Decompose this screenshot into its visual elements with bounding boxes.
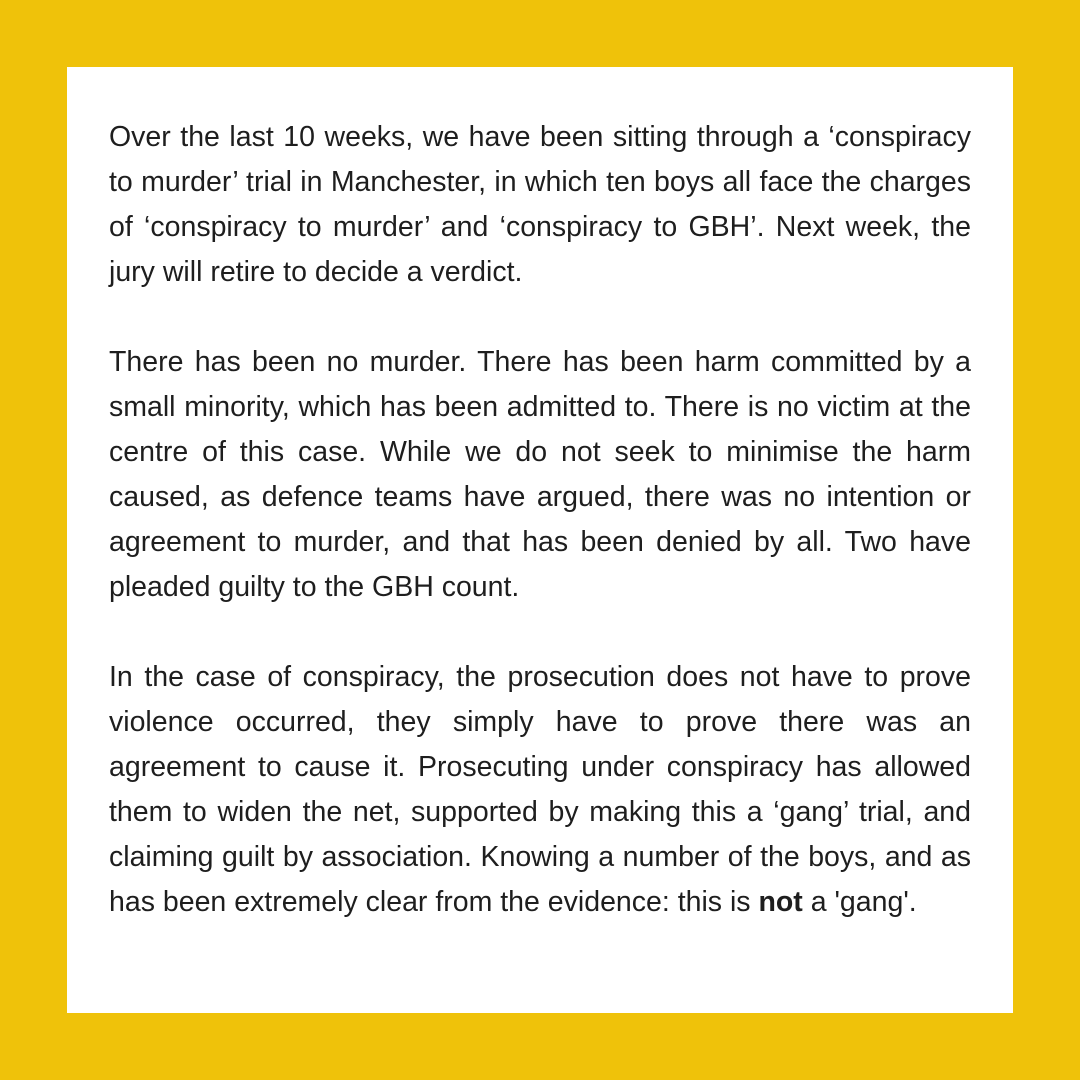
emphasis-not: not [758, 886, 803, 918]
paragraph-2: There has been no murder. There has been harm committed by a small minority, which has been admitted to. There is no victim at the centre of this case. While we do not seek to minimise the harm caused, as defence teams have argued, there was no intention or agreement to murder, and that has been denied by all. Two have pleaded guilty to the GBH count. [109, 346, 971, 603]
text-card [67, 67, 1013, 1013]
paragraph-3-text: In the case of conspiracy, the prosecution does not have to prove violence occurred, they simply have to prove there was an agreement to cause it. Prosecuting under conspiracy has allowed them to widen the net, supported by making this a ‘gang’ trial, and claiming guilt by association. Knowing a number of the boys, and as has been extremely clear from the evidence: this is [109, 661, 971, 918]
paragraph-1: Over the last 10 weeks, we have been sitting through a ‘conspiracy to murder’ trial in Manchester, in which ten boys all face the charges of ‘conspiracy to murder’ and ‘conspiracy to GBH’. Next week, the jury will retire to decide a verdict. [109, 121, 971, 288]
paragraph-3-ending: a 'gang'. [802, 886, 917, 918]
paragraph-3 [109, 655, 971, 925]
